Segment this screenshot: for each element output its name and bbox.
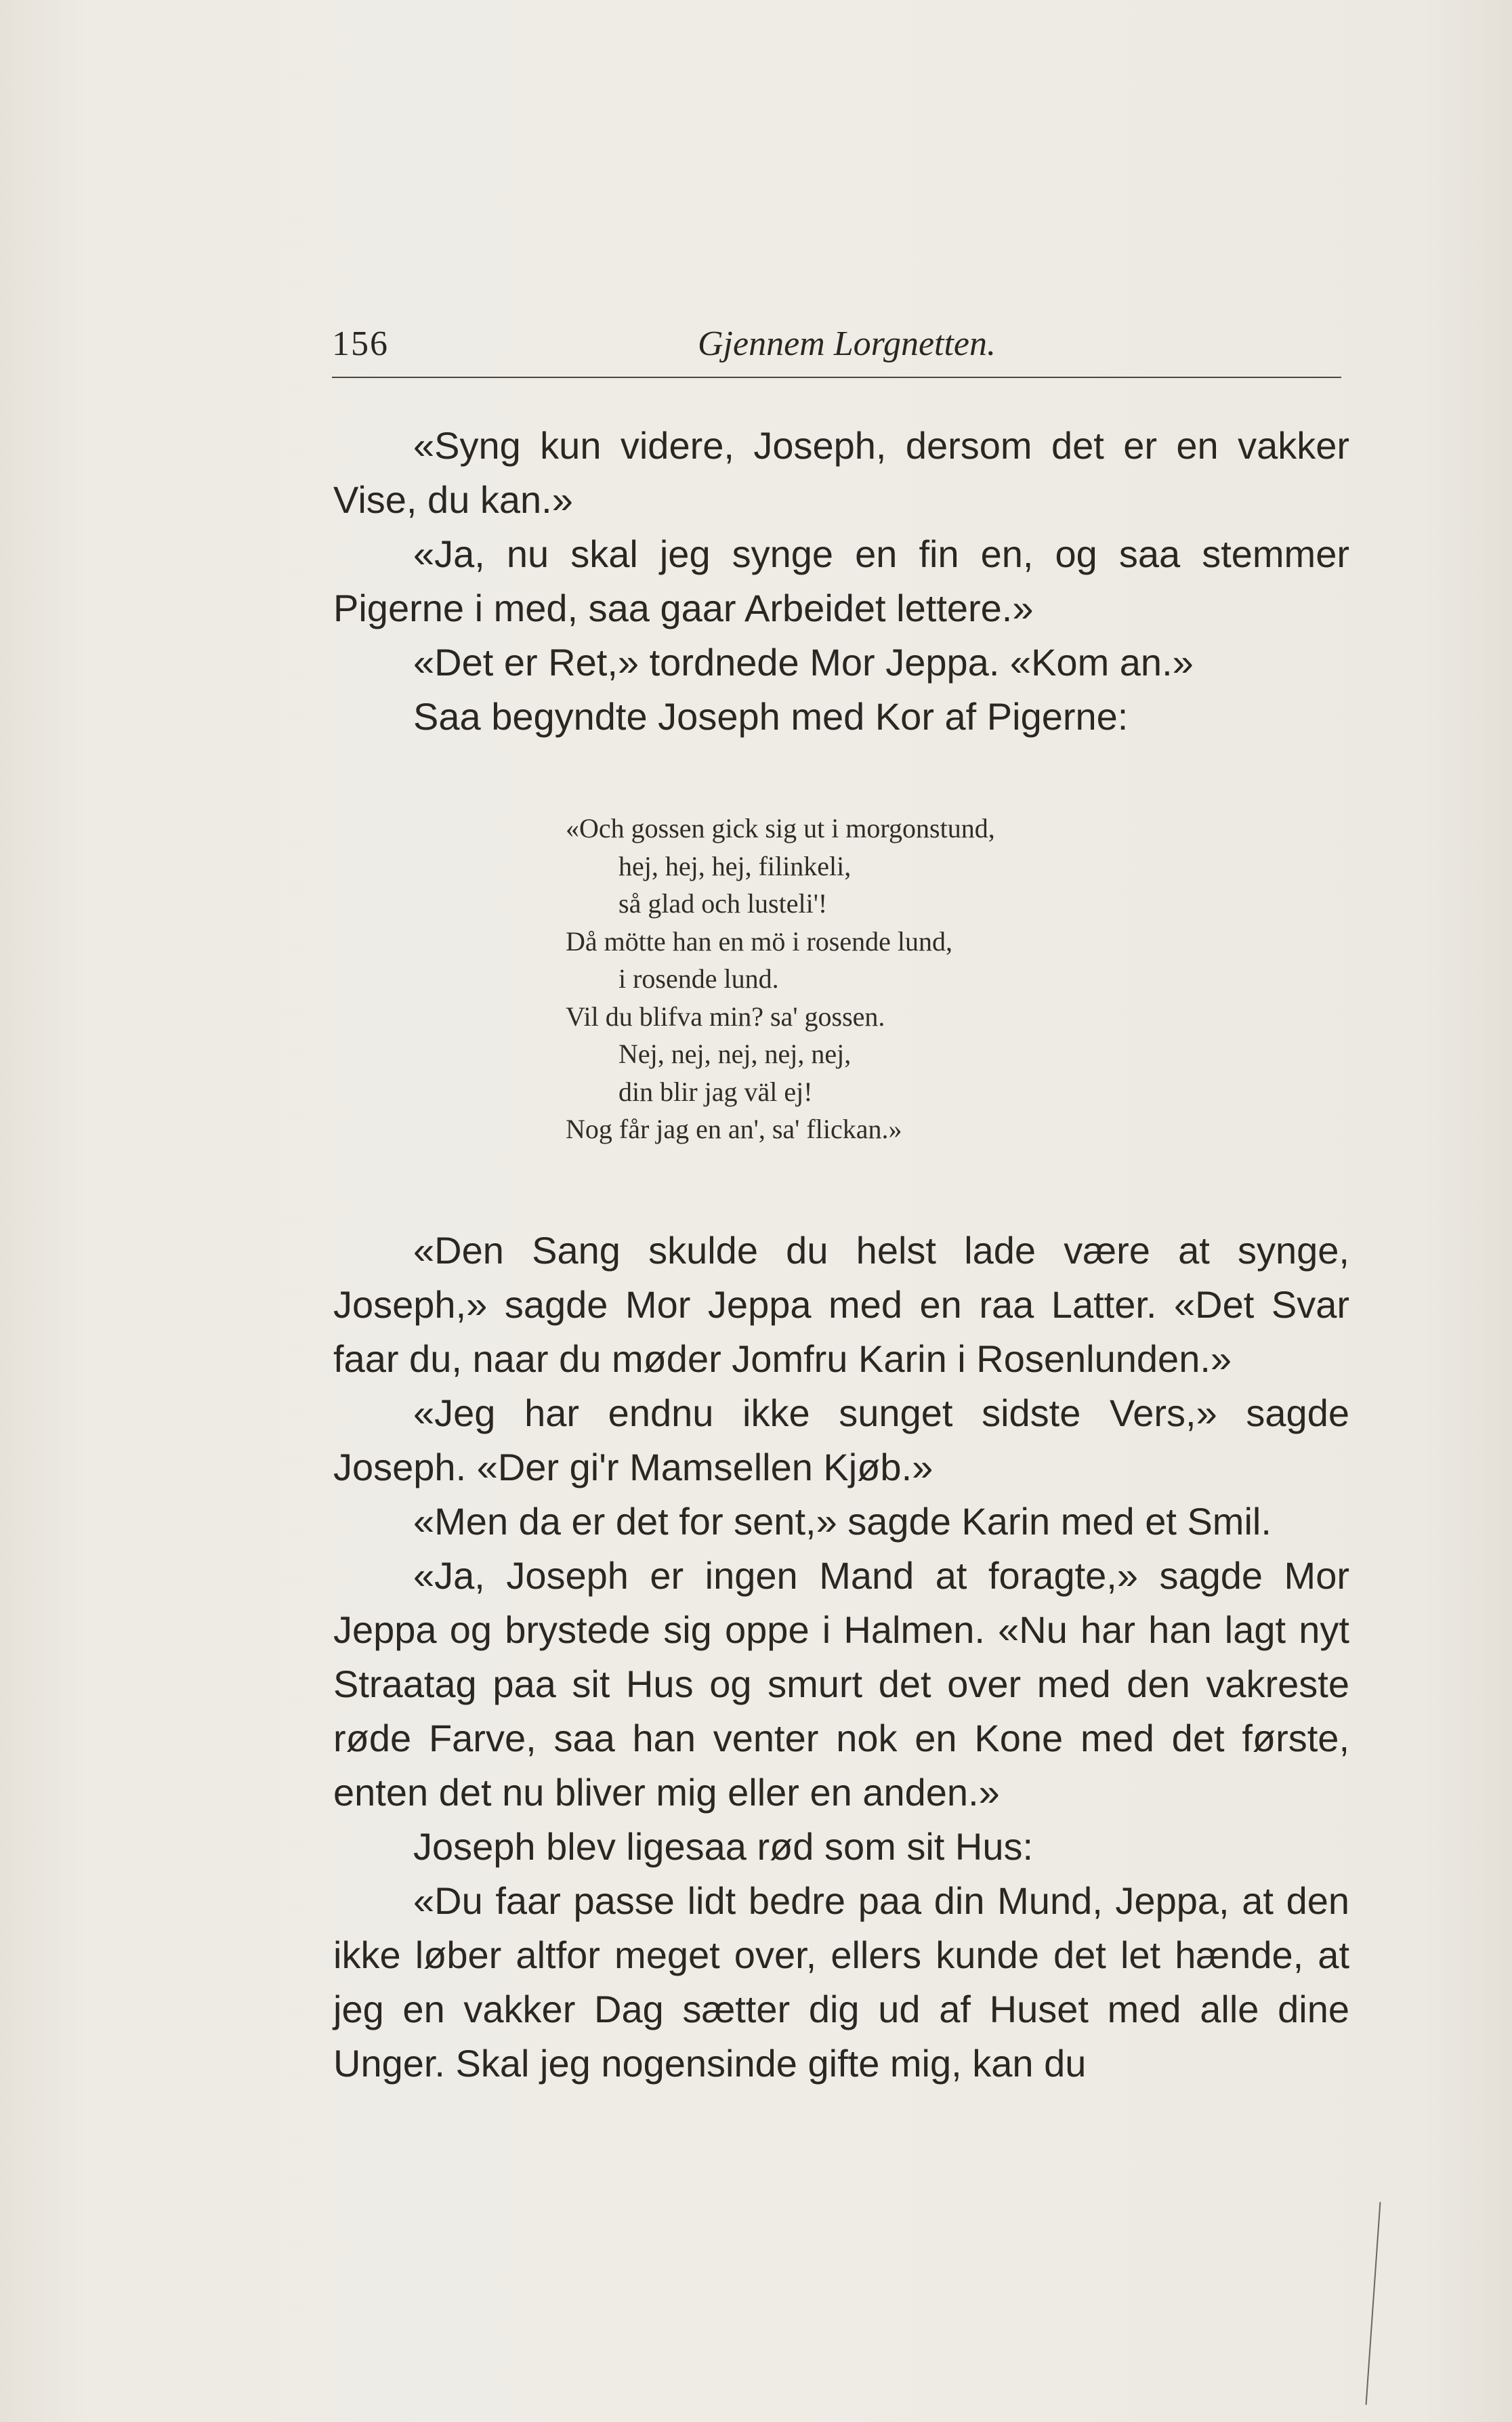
verse-line: hej, hej, hej, filinkeli,	[618, 850, 852, 881]
paragraph: «Den Sang skulde du helst lade være at synge, Joseph,» sagde Mor Jeppa med en raa Latter. «Det Svar faar du, naar du møder Jomfru Karin i Rosenlunden.»	[333, 1229, 1349, 1380]
verse-line: Nog får jag en an', sa' flickan.»	[566, 1114, 902, 1144]
paragraph: «Jeg har endnu ikke sunget sidste Vers,» sagde Joseph. «Der gi'r Mamsellen Kjøb.»	[333, 1392, 1349, 1488]
verse-line: Nej, nej, nej, nej, nej,	[618, 1039, 852, 1069]
verse-line: din blir jag väl ej!	[618, 1076, 813, 1107]
text-block-bottom	[333, 1224, 1349, 2091]
header-rule	[332, 377, 1341, 378]
paragraph: Saa begyndte Joseph med Kor af Pigerne:	[413, 695, 1129, 738]
verse-line: i rosende lund.	[618, 963, 779, 994]
page-header	[332, 324, 1341, 378]
paragraph: «Ja, Joseph er ingen Mand at foragte,» sagde Mor Jeppa og brystede sig oppe i Halmen. «Nu har han lagt nyt Straatag paa sit Hus og smurt det over med den vakreste røde Farve, saa han venter nok en Kone med det første, enten det nu bliver mig eller en anden.»	[333, 1554, 1349, 1814]
paragraph: «Men da er det for sent,» sagde Karin med et Smil.	[413, 1500, 1272, 1543]
paragraph: «Du faar passe lidt bedre paa din Mund, Jeppa, at den ikke løber altfor meget over, ellers kunde det let hænde, at jeg en vakker Dag sætter dig ud af Huset med alle dine Unger. Skal jeg nogensinde gifte mig, kan du	[333, 1879, 1349, 2085]
paragraph: Joseph blev ligesaa rød som sit Hus:	[413, 1825, 1034, 1868]
paragraph: «Syng kun videre, Joseph, dersom det er en vakker Vise, du kan.»	[333, 424, 1349, 521]
paragraph: «Ja, nu skal jeg synge en fin en, og saa stemmer Pigerne i med, saa gaar Arbeidet lettere.»	[333, 533, 1349, 629]
verse-line: Då mötte han en mö i rosende lund,	[566, 925, 952, 957]
paper-crease-mark	[1366, 2202, 1381, 2404]
running-title: Gjennem Lorgnetten.	[698, 325, 996, 363]
verse-line: «Och gossen gick sig ut i morgonstund,	[566, 813, 995, 843]
verse-line: Vil du blifva min? sa' gossen.	[566, 1001, 885, 1032]
text-block-top	[333, 419, 1349, 744]
song-verse	[566, 810, 995, 1148]
verse-line: så glad och lusteli'!	[618, 888, 828, 919]
page-number: 156	[332, 325, 389, 363]
paragraph: «Det er Ret,» tordnede Mor Jeppa. «Kom an.»	[413, 641, 1194, 684]
